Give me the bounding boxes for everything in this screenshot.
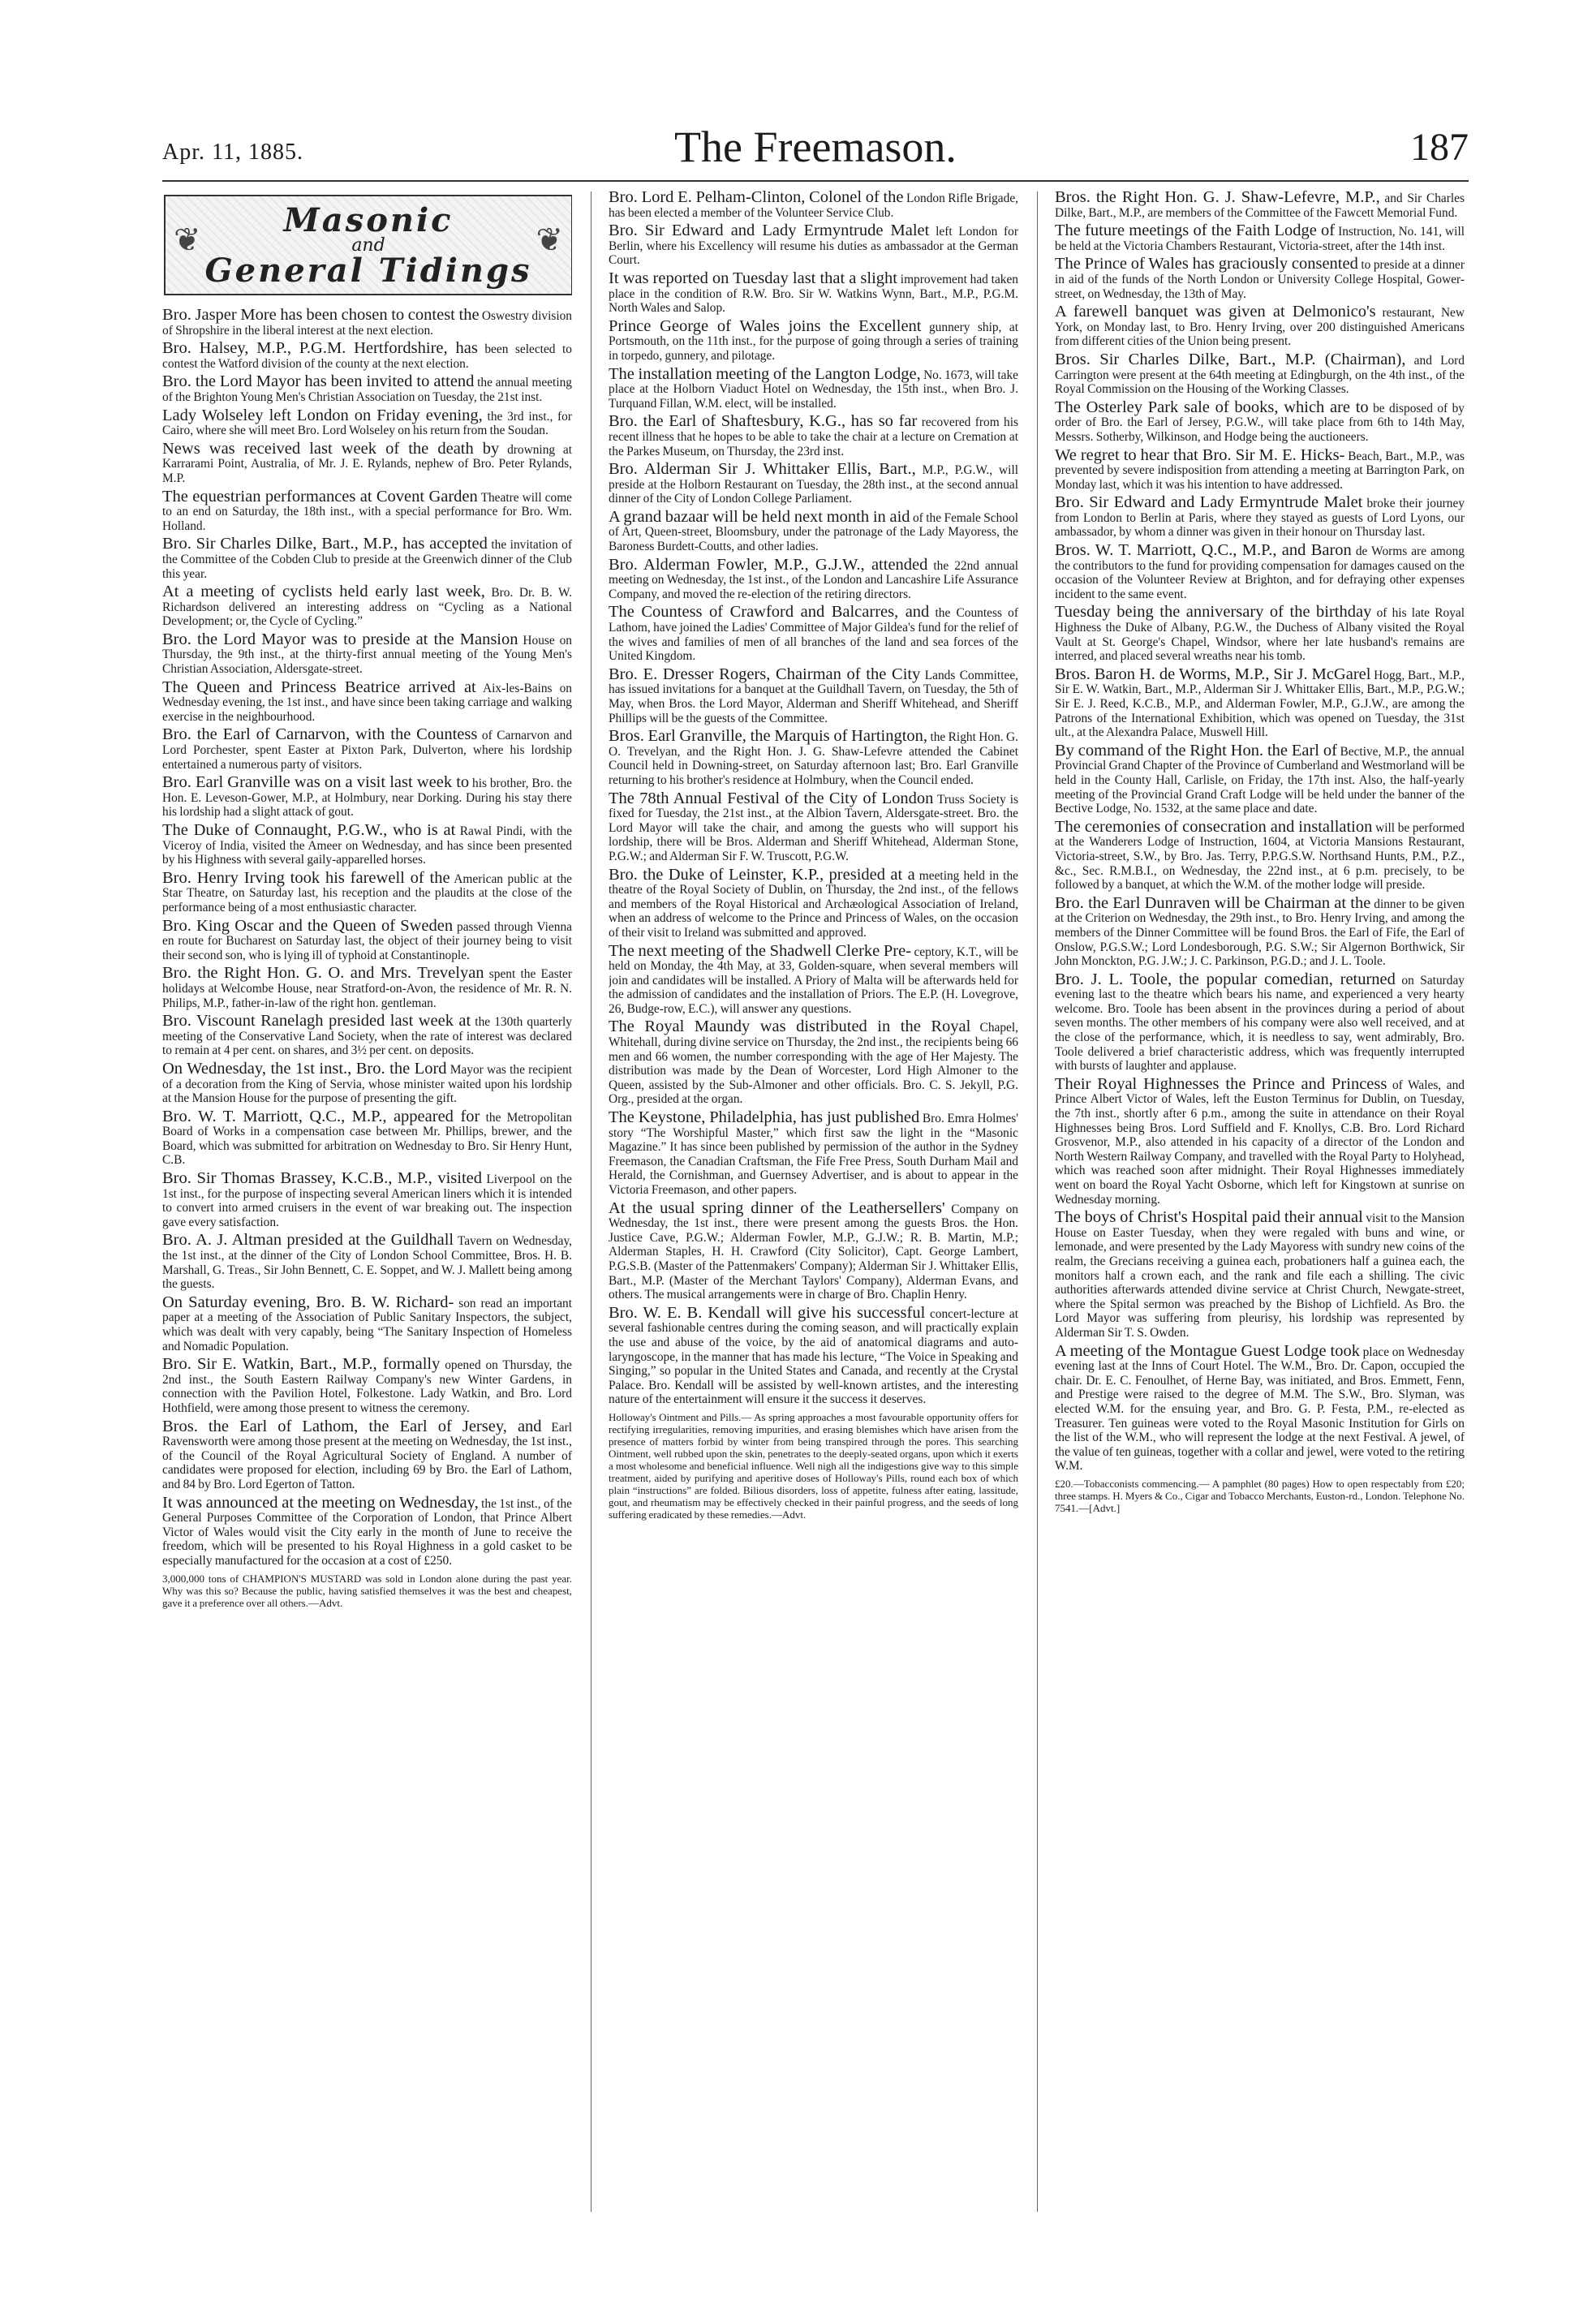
news-item-text: improvement had taken place in the condition of R.W. Bro. Sir W. Watkins Wynn, Bart., M.P., P.G.M. North Wales and Salop. [609, 272, 1018, 316]
news-item [1055, 970, 1465, 1074]
news-item-lead: Bro. Earl Granville was on a visit last week to [162, 773, 470, 792]
news-item [162, 1355, 572, 1415]
news-item-lead: Bro. Lord E. Pelham-Clinton, Colonel of the [609, 191, 904, 206]
news-item-lead: The Osterley Park sale of books, which are to [1055, 398, 1369, 416]
news-item [609, 364, 1018, 411]
news-item-lead: Bro. the Earl of Carnarvon, with the Countess [162, 725, 478, 744]
news-item [1055, 541, 1465, 601]
news-item-text: broke their journey from London to Berlin at Paris, where they stayed as guests of Lord Lyons, our ambassador, by whom a dinner was given in their honour on Thursday last. [1055, 497, 1465, 540]
news-item [609, 507, 1018, 554]
news-item-lead: The future meetings of the Faith Lodge of [1055, 222, 1336, 240]
news-item-text: drowning at Karrarami Point, Australia, of Mr. J. E. Rylands, nephew of Bro. Peter Rylands, M.P. [162, 442, 572, 485]
column-1 [162, 195, 572, 2211]
news-item-text: of Carnarvon and Lord Porchester, spent Easter at Pixton Park, Dulverton, where his lordship entertained a numerous party of visitors. [162, 729, 572, 772]
news-item-text: opened on Thursday, the 2nd inst., the South Eastern Railway Company's new Winter Gardens, in connection with the Pavilion Hotel, Folkestone. Lady Watkin, and Bro. Lord Hothfield, were among those present to witness the ceremony. [162, 1358, 572, 1415]
section-masthead [164, 195, 572, 295]
news-item-lead: At the usual spring dinner of the Leathersellers' [609, 1198, 945, 1217]
news-item [1055, 257, 1465, 301]
news-item [162, 630, 572, 677]
news-item [609, 1020, 1018, 1107]
news-item [1055, 493, 1465, 540]
news-item [609, 605, 1018, 663]
news-item [1055, 665, 1465, 740]
news-item-text: left London for Berlin, where his Excellency will resume his duties as ambassador at the German Court. [609, 225, 1018, 268]
news-item-text: No. 1673, will take place at the Holborn Viaduct Hotel on Wednesday, the 15th inst., when Bro. J. Turquand Fillan, W.M. elect, will be installed. [609, 368, 1018, 411]
news-item [1055, 1074, 1465, 1207]
ornament-icon: ❦ [536, 222, 563, 258]
news-item [162, 1293, 572, 1353]
page-number: 187 [1410, 126, 1469, 169]
news-item-text: be disposed of by order of Bro. the Earl of Jersey, P.G.W., will take place from 6th to 14th May, Messrs. Sotherby, Wilkinson, and Hodge being the auctioneers. [1055, 401, 1465, 444]
news-item-text: Bective, M.P., the annual Provincial Grand Chapter of the Province of Cumberland and Westmorland will be held in the County Hall, Carlisle, on Friday, the 17th inst. Also, the half-yearly meeting of the Provincial Grand Craft Lodge will be held under the banner of the Bective Lodge, No. 1532, at the same place and date. [1055, 744, 1465, 816]
news-item [162, 1059, 572, 1106]
news-item [609, 1198, 1018, 1302]
header-rule [162, 180, 1469, 182]
news-item-text: and Lord Carrington were present at the 64th meeting at Edingburgh, on the 4th inst., of the Royal Commission on the Housing of the Working Classes. [1055, 353, 1465, 397]
news-item-text: dinner to be given at the Criterion on Wednesday, the 29th inst., to Bro. Henry Irving, and among the members of the Dinner Committee will be found Bros. the Earl of Fife, the Earl of Onslow, P.G.S.W.; Lord Londesborough, P.G. S.W.; Sir Algernon Borthwick, Sir John Monckton, P.G. J.W.; J. C. Parkinson, P.G.D.; and J. L. Toole. [1055, 897, 1465, 969]
news-item-text: Mayor was the recipient of a decoration from the King of Servia, whose minister waited upon his lordship at the Mansion House for the purpose of presenting the gift. [162, 1062, 572, 1106]
news-item [162, 1014, 572, 1058]
news-item-lead: Bro. W. T. Marriott, Q.C., M.P., appeared for [162, 1107, 480, 1125]
news-item-text: Rawal Pindi, with the Viceroy of India, visited the Ameer on Wednesday, and has since been presented by his Highness with several gaily-apparelled horses. [162, 824, 572, 867]
news-item-lead: Prince George of Wales joins the Excellent [609, 316, 922, 335]
news-item-lead: Bro. Alderman Sir J. Whittaker Ellis, Bart., [609, 460, 916, 479]
news-item-lead: The Queen and Princess Beatrice arrived at [162, 678, 476, 696]
news-item-lead: By command of the Right Hon. the Earl of [1055, 741, 1337, 759]
masthead-line-2: General Tidings [204, 252, 532, 290]
news-item [1055, 305, 1465, 349]
news-item-text: Instruction, No. 141, will be held at the Victoria Chambers Restaurant, Victoria-street, after the 14th inst. [1055, 225, 1465, 253]
news-item-lead: £20.—Tobacconists commencing.— [1055, 1477, 1210, 1490]
news-item-text: Hogg, Bart., M.P., Sir E. W. Watkin, Bart., M.P., Alderman Sir J. Whittaker Ellis, Bart., M.P., P.G.W.; Sir E. J. Reed, K.C.B., M.P., and Alderman Fowler, M.P., G.J.W., are among the Patrons of the International Exhibition, which was opened on Tuesday, the 31st ult., at the Alexandra Palace, Muswell Hill. [1055, 668, 1465, 740]
column-divider [591, 191, 592, 2212]
news-item-lead: Bro. E. Dresser Rogers, Chairman of the City [609, 665, 921, 683]
news-item [1055, 741, 1465, 816]
news-item [162, 439, 572, 486]
news-item-lead: The Duke of Connaught, P.G.W., who is at [162, 821, 456, 839]
news-item-text: de Worms are among the contributors to the fund for providing compensation for damages caused on the occasion of the Volunteer Review at Brighton, and for defraying other expenses incident to the same event. [1055, 544, 1465, 601]
news-item-lead: Bro. the Earl of Shaftesbury, K.G., has so far [609, 412, 918, 431]
news-item [1055, 817, 1465, 893]
news-item-text: the 3rd inst., for Cairo, where she will meet Bro. Lord Wolseley on his return from the Soudan. [162, 409, 572, 438]
advertisement [1055, 1478, 1465, 1514]
news-item-text: and Sir Charles Dilke, Bart., M.P., are members of the Committee of the Fawcett Memorial Fund. [1055, 191, 1465, 220]
news-item [609, 460, 1018, 506]
news-item-lead: The 78th Annual Festival of the City of London [609, 789, 934, 807]
news-item [1055, 1208, 1465, 1340]
news-item-text: his brother, Bro. the Hon. E. Leveson-Gower, M.P., at Holmbury, near Dorking. During his stay there his lordship had a slight attack of gout. [162, 777, 572, 820]
news-item [162, 339, 572, 371]
news-item-text: been selected to contest the Watford division of the county at the next election. [162, 342, 572, 371]
news-item-lead: The Royal Maundy was distributed in the Royal [609, 1018, 971, 1036]
news-item-text: Bro. Dr. B. W. Richardson delivered an interesting address on “Cycling as a National Development; or, the Cycle of Cycling.” [162, 586, 572, 629]
news-item-lead: A farewell banquet was given at Delmonico's [1055, 303, 1376, 321]
news-item [162, 585, 572, 629]
news-item-text: House on Thursday, the 9th inst., at the thirty-first annual meeting of the Young Men's Christian Association, Aldersgate-street. [162, 633, 572, 677]
column-2 [609, 191, 1018, 2211]
news-item [162, 966, 572, 1010]
news-item-text: Beach, Bart., M.P., was prevented by severe indisposition from attending a meeting at Barrington Park, on Monday last, which it was his intention to have addressed. [1055, 449, 1465, 492]
news-item-text: son read an important paper at a meeting of the Association of Public Sanitary Inspectors, the subject, which was dealt with very capably, being “The Sanitary Inspection of Homeless and Nomadic Population. [162, 1296, 572, 1353]
news-item-lead: A meeting of the Montague Guest Lodge took [1055, 1341, 1360, 1360]
news-item-lead: Bros. W. T. Marriott, Q.C., M.P., and Baron [1055, 541, 1352, 560]
news-item-text: of Wales, and Prince Albert Victor of Wales, left the Euston Terminus for Dublin, on Tuesday, the 7th inst., shortly after 6 p.m., among the suite in attendance on their Royal Highnesses being Bros. Lord Suffield and F. Knollys, C.B. Bro. Lord Richard Grosvenor, M.P., also attended in his capacity of a director of the London and North Western Railway Company, and travelled with the Royal Party to Holyhead, which was reached soon after midnight. Their Royal Highnesses immediately went on board the Royal Yacht Osborne, which left for Kingstown at sunrise on Wednesday morning. [1055, 1078, 1465, 1207]
news-item-text: Liverpool on the 1st inst., for the purpose of inspecting several American liners which it is intended to convert into armed cruisers in the event of war breaking out. The inspection gave every satisfaction. [162, 1173, 572, 1229]
news-item-text: the 22nd annual meeting on Wednesday, the 1st inst., of the London and Lancashire Life Assurance Company, and moved the re-election of the retiring directors. [609, 558, 1018, 601]
news-item [162, 821, 572, 867]
news-item-lead: At a meeting of cyclists held early last week, [162, 583, 485, 601]
news-item-text: on Saturday evening last to the theatre which bears his name, and experienced a very hearty welcome. Bro. Toole has been absent in the provinces during a period of about seven months. The other members of his company were also well received, and at the close of the performance, which, it is needless to say, went admirably, Bro. Toole delivered a brief characteristic address, which was frequently interrupted with bursts of laughter and applause. [1055, 973, 1465, 1074]
news-item-text: spent the Easter holidays at Welcombe House, near Stratford-on-Avon, the residence of Mr. R. N. Philips, M.P., father-in-law of the right hon. gentleman. [162, 967, 572, 1010]
news-item-lead: 3,000,000 tons of CHAMPION'S MUSTARD [162, 1572, 362, 1585]
news-item [609, 224, 1018, 268]
news-item-lead: Bro. the Earl Dunraven will be Chairman at the [1055, 893, 1371, 912]
news-item-text: concert-lecture at several fashionable centres during the coming season, and will practically explain the use and abuse of the voice, by the aid of anatomical diagrams and auto-laryngoscope, in the manner that has made his lecture, “The Voice in Speaking and Singing,” so popular in the United States and Canada, and recently at the Crystal Palace. Bro. Kendall will be assisted by well-known artistes, and the interesting nature of the entertainment will ensure it the success it deserves. [609, 1306, 1018, 1407]
advertisement [609, 1411, 1018, 1521]
news-item-text: American public at the Star Theatre, on Saturday last, his reception and the plaudits at the close of the performance being of a most enthusiastic character. [162, 871, 572, 914]
news-item-lead: News was received last week of the death by [162, 439, 500, 458]
news-item-lead: We regret to hear that Bro. Sir M. E. Hicks- [1055, 445, 1345, 464]
news-item-text: A pamphlet (80 pages) How to open respectably from £20; three stamps. H. Myers & Co., Cigar and Tobacco Merchants, Euston-rd., London. Telephone No. 7541.—[Advt.] [1055, 1477, 1465, 1514]
column-items [162, 308, 572, 1609]
news-item-lead: The ceremonies of consecration and installation [1055, 817, 1373, 836]
news-item-lead: The boys of Christ's Hospital paid their annual [1055, 1208, 1363, 1227]
news-item [162, 773, 572, 820]
news-item-text: ceptory, K.T., will be held on Monday, the 4th May, at 33, Golden-square, when several members will join and candidates will be installed. A Priory of Malta will be afterwards held for the admission of candidates and the installation of Priors. The E.P. (H. Lovegrove, 26, Budge-row, E.C.), will answer any questions. [609, 944, 1018, 1016]
column-3 [1055, 191, 1465, 2211]
news-item-lead: Bro. Sir Edward and Lady Ermyntrude Malet [1055, 493, 1363, 512]
news-item-lead: Bro. the Lord Mayor has been invited to attend [162, 372, 475, 391]
news-item-text: visit to the Mansion House on Easter Tuesday, when they were regaled with buns and wine, or lemonade, and were presented by the Lady Mayoress with sundry new coins of the realm, the Grecians receiving a guinea each, probationers half a guinea each, the monitors half a crown each, and the rank and file each a shilling. The civic authorities afterwards attended divine service at Christ Church, Newgate-street, where the Spital sermon was preached by the Bishop of Lichfield. As Bro. the Lord Mayor was suffering from pleurisy, his lordship was represented by Alderman Sir T. S. Owden. [1055, 1211, 1465, 1340]
news-item-text: will be performed at the Wanderers Lodge of Instruction, 1604, at Victoria Mansions Restaurant, Victoria-street, S.W., by Bro. Jas. Terry, P.P.G.S.W. Northsand Hunts, P.M., P.Z., &c., Sec. R.M.B.I., on Wednesday, the 22nd inst., at 6 p.m. precisely, to be followed by a banquet, at which the W.M. of the mother lodge will preside. [1055, 820, 1465, 893]
news-item [1055, 445, 1465, 493]
news-item [162, 372, 572, 404]
news-item-lead: Bro. Jasper More has been chosen to contest the [162, 306, 480, 324]
news-item-text: the Countess of Lathom, have joined the Ladies' Committee of Major Gildea's fund for the relief of the wives and families of men of all branches of the land and sea forces of the United Kingdom. [609, 606, 1018, 664]
news-item-text: the Metropolitan Board of Works in a compensation case between Mr. Phillips, brewer, and the Board, which was submitted for arbitration on Wednesday to Bro. Sir Henry Hunt, C.B. [162, 1110, 572, 1168]
column-divider [1037, 191, 1038, 2212]
news-item-lead: Bro. King Oscar and the Queen of Sweden [162, 916, 454, 935]
news-item [609, 269, 1018, 316]
news-item [609, 941, 1018, 1017]
news-item-text: recovered from his recent illness that he hopes to be able to take the chair at a lecture on Cremation at the Parkes Museum, on Thursday, the 23rd inst. [609, 415, 1018, 458]
news-item-text: to preside at a dinner in aid of the funds of the North London or University College Hospital, Gower-street, on Wednesday, the 13th of May. [1055, 258, 1465, 301]
news-item-lead: Bros. the Right Hon. G. J. Shaw-Lefevre, M.P., [1055, 191, 1380, 206]
masthead-and: and [351, 235, 385, 256]
news-item-text: Bro. Emra Holmes' story “The Worshipful Master,” which first saw the light in the “Masonic Magazine.” It has since been published by permission of the author in the Sydney Freemason, the Canadian Craftsman, the Fife Free Press, South Durham Mail and Herald, the Cornishman, and Guernsey Advertiser, and is about to appear in the Victoria Freemason, and other papers. [609, 1112, 1018, 1197]
news-item-text: the Right Hon. G. O. Trevelyan, and the Right Hon. J. G. Shaw-Lefevre attended the Cabinet Council held in Downing-street, on Saturday afternoon last; Bro. Earl Granville returning to his brother's residence at Holmbury, when the Council ended. [609, 730, 1018, 787]
column-items [1055, 191, 1465, 1514]
news-item-lead: Bro. the Duke of Leinster, K.P., presided at a [609, 865, 915, 884]
news-item-lead: Bro. A. J. Altman presided at the Guildhall [162, 1231, 454, 1250]
news-item [609, 665, 1018, 725]
news-item-text: the annual meeting of the Brighton Young Men's Christian Association on Tuesday, the 21st inst. [162, 376, 572, 404]
news-item-text: of the Female School of Art, Queen-street, Bloomsbury, under the patronage of the Lady Mayoress, the Baroness Burdett-Coutts, and other ladies. [609, 510, 1018, 554]
news-item [162, 678, 572, 725]
news-item [1055, 893, 1465, 969]
news-item-text: gunnery ship, at Portsmouth, on the 11th inst., for the purpose of going through a series of training in torpedo, gunnery, and pilotage. [609, 320, 1018, 363]
news-item-text: Theatre will come to an end on Saturday, the 18th inst., with a special performance for Bro. Wm. Holland. [162, 490, 572, 533]
news-item-lead: Bro. Sir Charles Dilke, Bart., M.P., has accepted [162, 535, 488, 553]
news-item-lead: Bros. Earl Granville, the Marquis of Hartington, [609, 727, 928, 746]
news-item-text: M.P., P.G.W., will preside at the Holborn Restaurant on Tuesday, the 28th inst., at the second annual dinner of the City of London College Parliament. [609, 463, 1018, 506]
news-item [162, 1417, 572, 1492]
news-item [1055, 1341, 1465, 1474]
news-item-text: Earl Ravensworth were among those present at the meeting on Wednesday, the 1st inst., of the Council of the Royal Agricultural Society of England. A number of candidates were proposed for election, including 69 by Bro. the Earl of Lathom, and 84 by Bro. Lord Egerton of Tatton. [162, 1420, 572, 1491]
news-item [1055, 398, 1465, 445]
news-item-lead: The Keystone, Philadelphia, has just published [609, 1108, 920, 1127]
news-item-lead: On Saturday evening, Bro. B. W. Richard- [162, 1293, 454, 1311]
news-item-lead: Holloway's Ointment and Pills.— [609, 1410, 752, 1423]
news-item-lead: Bro. Sir Edward and Lady Ermyntrude Malet [609, 222, 930, 240]
news-item [609, 865, 1018, 940]
news-item-text: place on Wednesday evening last at the Inns of Court Hotel. The W.M., Bro. Dr. Capon, occupied the chair. Dr. E. C. Fenoulhet, of Herne Bay, was initiated, and Bros. Emmett, Fenn, and Prestige were raised to the degree of M.M. The S.W., Bro. Slyman, was elected W.M. for the ensuing year, and Bro. G. P. Festa, P.M., re-elected as Treasurer. Ten guineas were voted to the Royal Masonic Institution for Girls on the list of the W.M., who will represent the lodge at the next Festival. A jewel, of the value of ten guineas, together with a collar and jewel, were voted to the retiring W.M. [1055, 1345, 1465, 1474]
news-item-text: Company on Wednesday, the 1st inst., there were present among the guests Bros. the Hon. Justice Cave, P.G.W.; Alderman Fowler, M.P., G.J.W.; R. B. Martin, M.P.; Alderman Staples, H. H. Crawford (City Solicitor), Capt. George Lambert, P.G.S.B. (Master of the Pattenmakers' Company); Alderman Sir J. Whittaker Ellis, Bart., M.P. (Master of the Merchant Taylors' Company), Alderman Evans, and others. The musical arrangements were in charge of Bro. Chaplin Henry. [609, 1202, 1018, 1302]
news-item-text: As spring approaches a most favourable opportunity offers for rectifying irregularities, removing impurities, and erasing blemishes which have arisen from the presence of matters forbid by winter from being transpired through the pores. This searching Ointment, well rubbed upon the skin, penetrates to the deeply-seated organs, upon which it exerts a most wholesome and beneficial influence. Well nigh all the indigestions give way to this simple treatment, aided by purifying and aperitive doses of Holloway's Pills, round each box of which plain “instructions” are folded. Bilious disorders, loss of appetite, fulness after eating, lassitude, gout, and rheumatism may be effectively checked in their painful progress, and the seeds of long suffering eradicated by these remedies.—Advt. [609, 1410, 1018, 1521]
news-item-text: the 1st inst., of the General Purposes Committee of the Corporation of London, that Prince Albert Victor of Wales would visit the City early in the month of June to receive the freedom, which will be presented to his Royal Highness in a gold casket to be especially manufactured for the occasion at a cost of £250. [162, 1496, 572, 1568]
news-item-lead: The equestrian performances at Covent Garden [162, 487, 478, 506]
news-item-lead: The installation meeting of the Langton Lodge, [609, 364, 921, 383]
news-item-lead: Bro. W. E. B. Kendall will give his successful [609, 1303, 926, 1322]
news-item [609, 191, 1018, 220]
news-item-lead: Bros. Baron H. de Worms, M.P., Sir J. McGarel [1055, 665, 1371, 683]
news-item [162, 1107, 572, 1168]
news-item [162, 916, 572, 963]
news-item [162, 308, 572, 338]
news-item [1055, 224, 1465, 253]
issue-date: Apr. 11, 1885. [162, 140, 303, 165]
news-item-lead: Tuesday being the anniversary of the birthday [1055, 603, 1372, 622]
news-item [162, 406, 572, 438]
news-item-text: London Rifle Brigade, has been elected a member of the Volunteer Service Club. [609, 191, 1018, 220]
news-item [609, 555, 1018, 602]
news-item [609, 789, 1018, 864]
news-item-text: Lands Committee, has issued invitations for a banquet at the Guildhall Tavern, on Tuesday, the 5th of May, when Bros. the Lord Mayor, Alderman and Sheriff Whitehead, and Sheriff Phillips will be the guests of the Committee. [609, 668, 1018, 725]
news-item-lead: The Prince of Wales has graciously consented [1055, 255, 1358, 273]
news-item-lead: Their Royal Highnesses the Prince and Princess [1055, 1074, 1387, 1093]
news-item-text: was sold in London alone during the past year. Why was this so? Because the public, having satisfied themselves it was the best and cheapest, gave it a preference over all others.—Advt. [162, 1572, 572, 1609]
newspaper-title: The Freemason. [674, 123, 957, 171]
news-item-lead: Bro. Sir E. Watkin, Bart., M.P., formally [162, 1355, 441, 1374]
news-item-lead: Bros. Sir Charles Dilke, Bart., M.P. (Chairman), [1055, 350, 1406, 368]
news-item-text: the 130th quarterly meeting of the Conservative Land Society, when the rate of interest was declared to remain at 4 per cent. on shares, and 3½ per cent. on deposits. [162, 1015, 572, 1058]
news-item [609, 316, 1018, 364]
news-item-text: Chapel, Whitehall, during divine service on Thursday, the 2nd inst., the recipients being 66 men and 66 women, the number corresponding with the age of Her Majesty. The distribution was made by the Dean of Worcester, Lord High Almoner to the Queen, assisted by the Sub-Almoner and other officials. Bro. C. S. Jekyll, P.G. Org., presided at the organ. [609, 1021, 1018, 1107]
news-item [609, 729, 1018, 787]
news-item-lead: The next meeting of the Shadwell Clerke Pre- [609, 941, 912, 960]
news-item [162, 1233, 572, 1291]
news-item [609, 1303, 1018, 1407]
page-header [162, 122, 1469, 179]
news-item-lead: It was reported on Tuesday last that a slight [609, 269, 897, 287]
news-item-text: meeting held in the theatre of the Royal Society of Dublin, on Thursday, the 2nd inst., of the fellows and members of the Royal Historical and Archæological Association of Ireland, when an address of welcome to the Prince and Princess of Wales, on the occasion of their visit to Ireland was submitted and approved. [609, 868, 1018, 940]
news-item-lead: Bro. Alderman Fowler, M.P., G.J.W., attended [609, 555, 928, 574]
news-item [162, 537, 572, 581]
news-item-lead: Bro. Sir Thomas Brassey, K.C.B., M.P., visited [162, 1169, 483, 1188]
news-item-lead: Bro. Henry Irving took his farewell of the [162, 868, 450, 887]
news-item-text: Oswestry division of Shropshire in the liberal interest at the next election. [162, 309, 572, 338]
news-item-lead: Bro. Viscount Ranelagh presided last week at [162, 1012, 471, 1031]
news-item-lead: Bro. the Lord Mayor was to preside at the Mansion [162, 630, 518, 648]
news-item [609, 1108, 1018, 1198]
news-item-lead: Bro. J. L. Toole, the popular comedian, returned [1055, 970, 1396, 988]
news-item-lead: On Wednesday, the 1st inst., Bro. the Lord [162, 1059, 447, 1078]
news-item-text: Tavern on Wednesday, the 1st inst., at the dinner of the City of London School Committee, Bros. H. B. Marshall, G. Treas., Sir John Bennett, C. E. Soppet, and W. J. Mallett being among the guests. [162, 1234, 572, 1292]
news-item-text: Truss Society is fixed for Tuesday, the 21st inst., at the Albion Tavern, Aldersgate-street. Bro. the Lord Mayor will take the chair, and among the guests who will support his lordship, there will be Bros. Alderman and Sheriff Whitehead, Alderman Stone, P.G.W.; and Alderman Sir F. W. Truscott, P.G.W. [609, 792, 1018, 863]
news-item-lead: Bros. the Earl of Lathom, the Earl of Jersey, and [162, 1417, 542, 1435]
news-item [162, 1493, 572, 1568]
news-item-text: of his late Royal Highness the Duke of Albany, P.G.W., the Duchess of Albany visited the Royal Vault at St. George's Chapel, Windsor, where her late husband's remains are interred, and placed several wreaths near his tomb. [1055, 606, 1465, 664]
news-item-lead: Lady Wolseley left London on Friday evening, [162, 406, 483, 424]
masthead-line-1: Masonic [283, 201, 454, 239]
news-item [162, 1169, 572, 1229]
news-item-text: restaurant, New York, on Monday last, to Bro. Henry Irving, over 200 distinguished Americans from different cities of the Union being present. [1055, 306, 1465, 349]
advertisement [162, 1573, 572, 1609]
column-items [609, 191, 1018, 1521]
news-item-lead: Bro. Halsey, M.P., P.G.M. Hertfordshire, has [162, 339, 478, 358]
news-item [1055, 605, 1465, 663]
news-item [1055, 350, 1465, 397]
news-item-text: passed through Vienna en route for Bucharest on Saturday last, the object of their journey being to visit their second son, who is lying ill of typhoid at Constantinople. [162, 919, 572, 962]
news-item [162, 487, 572, 534]
news-item-lead: A grand bazaar will be held next month in aid [609, 507, 910, 526]
news-item-lead: The Countess of Crawford and Balcarres, and [609, 603, 930, 622]
news-item [609, 412, 1018, 458]
news-item-lead: Bro. the Right Hon. G. O. and Mrs. Trevelyan [162, 964, 484, 983]
news-item [162, 725, 572, 772]
news-item [162, 868, 572, 915]
news-item-lead: It was announced at the meeting on Wednesday, [162, 1493, 479, 1512]
news-item-text: the invitation of the Committee of the Cobden Club to preside at the Greenwich dinner of the Club this year. [162, 538, 572, 581]
news-item-text: Aix-les-Bains on Wednesday evening, the 1st inst., and have since been taking carriage and walking exercise in the neighbourhood. [162, 681, 572, 724]
news-item [1055, 191, 1465, 220]
ornament-icon: ❦ [174, 222, 201, 258]
